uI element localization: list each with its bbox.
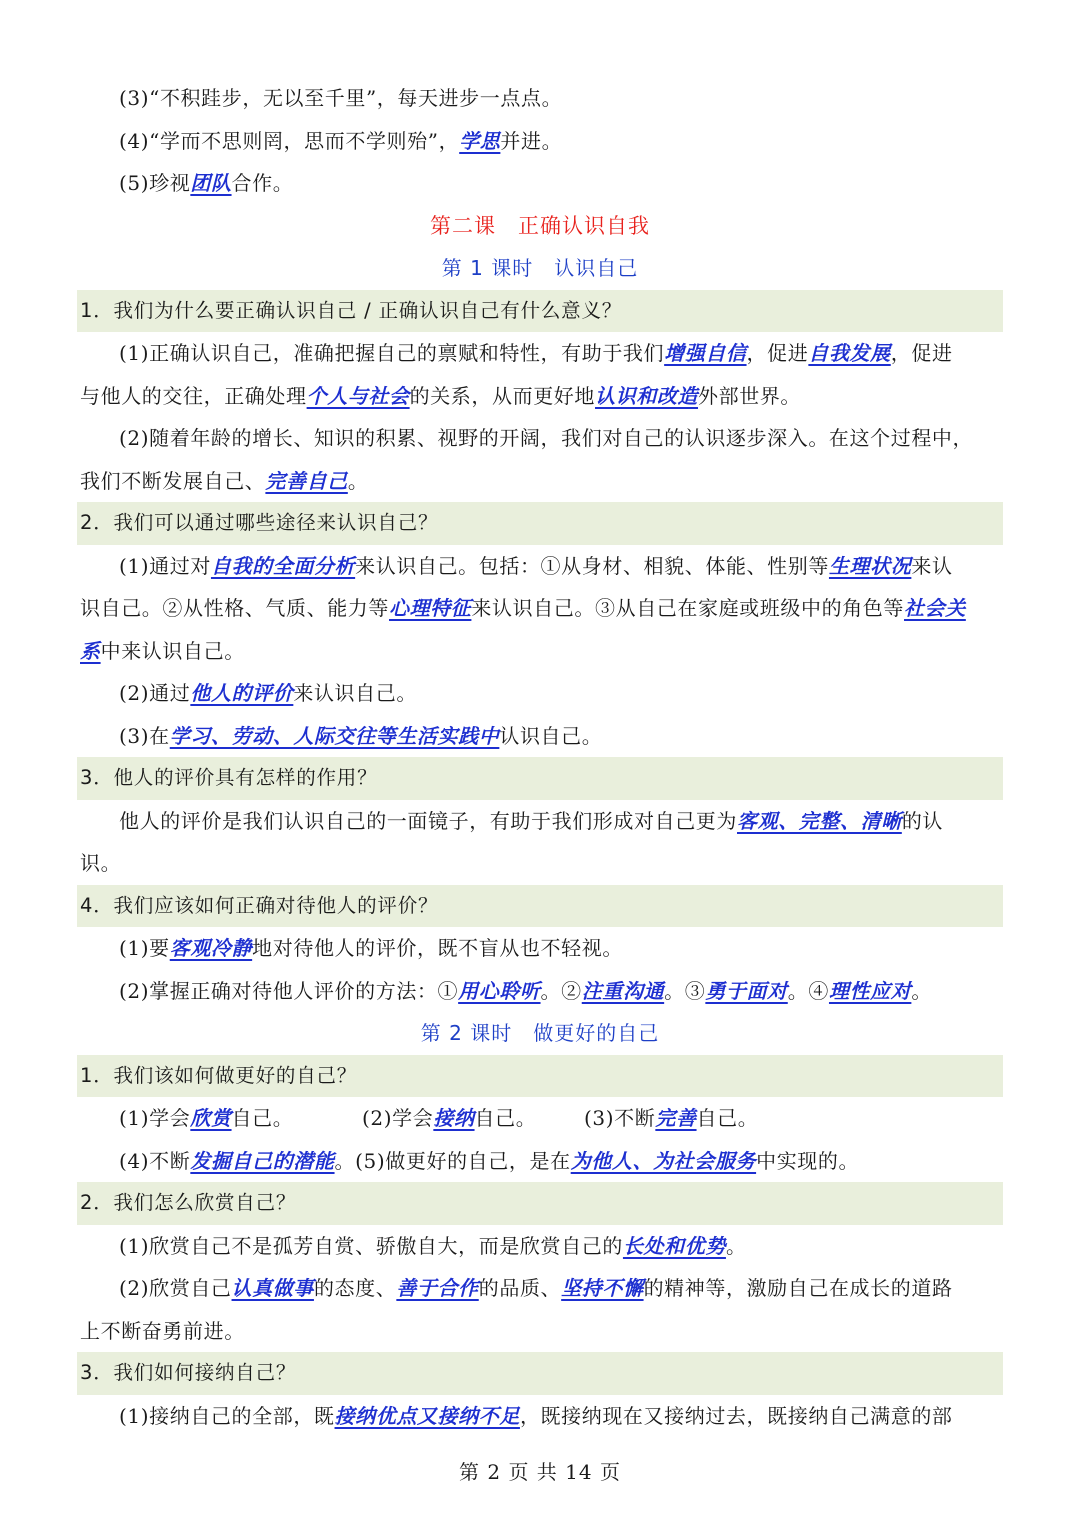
- text-run: 4．我们应该如何正确对待他人的评价？: [80, 893, 439, 917]
- text-run: 。④: [787, 978, 829, 1003]
- text-run: (3)“不积跬步，无以至千里”，每天进步一点点。: [119, 86, 563, 110]
- keyword-fill: 完善自己: [265, 468, 348, 493]
- text-run: 第二课 正确认识自我: [430, 213, 650, 238]
- section-title: [77, 247, 1003, 290]
- text-run: 自己。: [231, 1106, 294, 1130]
- question-heading: [77, 502, 1003, 545]
- text-run: 合作。: [231, 171, 294, 195]
- keyword-fill: 勇于面对: [705, 978, 788, 1003]
- text-run: 。③: [664, 978, 706, 1003]
- text-run: 的关系，从而更好地: [409, 383, 596, 408]
- list-item: [362, 1097, 584, 1140]
- text-run: (3)在: [119, 723, 170, 748]
- keyword-fill: 学思: [459, 128, 501, 153]
- keyword-fill: 认真做事: [231, 1276, 314, 1300]
- text-run: 来认识自己。包括：①从身材、相貌、体能、性别等: [355, 553, 829, 578]
- text-run: 识。: [80, 851, 122, 875]
- section-title: [77, 1012, 1003, 1055]
- text-run: (2)学会: [362, 1106, 434, 1130]
- text-run: (4)“学而不思则罔，思而不学则殆”，: [119, 128, 460, 153]
- keyword-fill: 团队: [190, 171, 232, 195]
- paragraph-continuation: [77, 842, 1003, 885]
- keyword-fill: 理性应对: [828, 978, 912, 1003]
- text-run: 。: [725, 1233, 747, 1258]
- text-run: (1)学会: [119, 1106, 191, 1130]
- keyword-fill: 客观冷静: [169, 936, 253, 960]
- text-run: (2)掌握正确对待他人评价的方法：①: [119, 978, 459, 1003]
- text-run: 1．我们为什么要正确认识自己 / 正确认识自己有什么意义？: [80, 298, 623, 322]
- lesson-title: [77, 205, 1003, 248]
- list-item: [119, 1097, 362, 1140]
- text-run: 认识自己。: [499, 723, 603, 748]
- keyword-fill: 客观、完整、清晰: [737, 808, 902, 833]
- keyword-fill: 长处和优势: [622, 1233, 726, 1258]
- paragraph-line: [77, 332, 1003, 375]
- keyword-fill: 增强自信: [664, 341, 747, 365]
- text-run: 第 2 课时 做更好的自己: [420, 1021, 660, 1045]
- paragraph-line: [77, 927, 1003, 970]
- paragraph-line: [77, 1140, 1003, 1183]
- keyword-fill: 接纳优点又接纳不足: [334, 1403, 520, 1428]
- text-run: 。: [911, 978, 932, 1003]
- keyword-fill: 完善: [655, 1106, 697, 1130]
- paragraph-line: [77, 1395, 1003, 1438]
- keyword-fill: 发掘自己的潜能: [190, 1148, 335, 1173]
- text-run: 上不断奋勇前进。: [80, 1318, 245, 1343]
- keyword-fill: 认识和改造: [595, 383, 699, 408]
- text-run: 2．我们可以通过哪些途径来认识自己？: [80, 511, 439, 534]
- text-run: (1)通过对: [119, 553, 211, 578]
- document-page: [77, 77, 1003, 1437]
- page-footer: 第 2 页 共 14 页: [459, 1460, 621, 1484]
- text-run: 外部世界。: [698, 383, 802, 408]
- keyword-fill: 为他人、为社会服务: [570, 1148, 757, 1173]
- keyword-fill: 坚持不懈: [561, 1276, 644, 1300]
- text-run: 自己。: [474, 1106, 537, 1130]
- keyword-fill: 学习、劳动、人际交往等生活实践中: [169, 723, 500, 748]
- keyword-fill: 他人的评价: [190, 681, 294, 705]
- paragraph-line: [77, 1097, 1003, 1140]
- text-run: 我们不断发展自己、: [80, 468, 266, 493]
- text-run: 与他人的交往，正确处理: [80, 383, 307, 408]
- paragraph-continuation: [77, 460, 1003, 503]
- keyword-fill: 欣赏: [190, 1106, 232, 1130]
- text-run: 3．他人的评价具有怎样的作用？: [80, 766, 378, 789]
- text-run: 的态度、: [313, 1276, 397, 1300]
- paragraph-continuation: [77, 1310, 1003, 1353]
- question-heading: [77, 290, 1003, 333]
- paragraph-line: [77, 417, 1003, 460]
- text-run: 来认: [911, 553, 953, 578]
- text-run: (2)欣赏自己: [119, 1276, 232, 1300]
- text-run: 第 1 课时 认识自己: [441, 256, 639, 280]
- list-item: [584, 1097, 758, 1140]
- paragraph-continuation: [77, 630, 1003, 673]
- question-heading: [77, 1182, 1003, 1225]
- paragraph-line: [77, 970, 1003, 1013]
- paragraph-line: [77, 545, 1003, 588]
- text-run: 。②: [540, 978, 582, 1003]
- text-run: 自己。: [696, 1106, 759, 1130]
- text-run: 来认识自己。: [293, 681, 417, 705]
- keyword-fill: 接纳: [433, 1106, 475, 1130]
- paragraph-line: [77, 672, 1003, 715]
- text-run: (1)要: [119, 936, 170, 960]
- question-heading: [77, 1055, 1003, 1098]
- paragraph-line: [77, 715, 1003, 758]
- text-run: 来认识自己。③从自己在家庭或班级中的角色等: [471, 596, 905, 620]
- text-run: 2．我们怎么欣赏自己？: [80, 1191, 297, 1214]
- text-run: (1)正确认识自己，准确把握自己的禀赋和特性，有助于我们: [119, 341, 665, 365]
- text-run: 并进。: [500, 128, 563, 153]
- question-heading: [77, 1352, 1003, 1395]
- paragraph-line: [77, 77, 1003, 120]
- keyword-fill: 善于合作: [396, 1276, 479, 1300]
- keyword-fill: 个人与社会: [306, 383, 410, 408]
- keyword-fill: 心理特征: [389, 596, 472, 620]
- paragraph-line: [77, 800, 1003, 843]
- paragraph-line: [77, 120, 1003, 163]
- text-run: 地对待他人的评价，既不盲从也不轻视。: [252, 936, 623, 960]
- text-run: ，既接纳现在又接纳过去，既接纳自己满意的部: [519, 1403, 953, 1428]
- paragraph-line: [77, 162, 1003, 205]
- paragraph-continuation: [77, 375, 1003, 418]
- text-run: ，促进: [890, 341, 953, 365]
- text-run: (3)不断: [584, 1106, 656, 1130]
- question-heading: [77, 757, 1003, 800]
- text-run: 。(5)做更好的自己，是在: [334, 1148, 571, 1173]
- text-run: 中来认识自己。: [100, 638, 245, 663]
- text-run: 中实现的。: [756, 1148, 860, 1173]
- text-run: 的认: [901, 808, 944, 833]
- text-run: 1．我们该如何做更好的自己？: [80, 1063, 358, 1087]
- text-run: (4)不断: [119, 1148, 191, 1173]
- text-run: (2)随着年龄的增长、知识的积累、视野的开阔，我们对自己的认识逐步深入。在这个过程中，: [119, 426, 974, 450]
- text-run: 的品质、: [478, 1276, 562, 1300]
- text-run: (5)珍视: [119, 171, 191, 195]
- keyword-fill: 系: [80, 638, 101, 663]
- text-run: (2)通过: [119, 681, 191, 705]
- text-run: 识自己。②从性格、气质、能力等: [80, 596, 389, 620]
- text-run: 3．我们如何接纳自己？: [80, 1361, 297, 1384]
- text-run: 他人的评价是我们认识自己的一面镜子，有助于我们形成对自己更为: [119, 808, 737, 833]
- paragraph-continuation: [77, 587, 1003, 630]
- keyword-fill: 注重沟通: [581, 978, 665, 1003]
- paragraph-line: [77, 1225, 1003, 1268]
- text-run: 。: [347, 468, 369, 493]
- keyword-fill: 用心聆听: [458, 978, 541, 1003]
- text-run: 的精神等，激励自己在成长的道路: [643, 1276, 953, 1300]
- text-run: (1)欣赏自己不是孤芳自赏、骄傲自大，而是欣赏自己的: [119, 1233, 623, 1258]
- keyword-fill: 自我发展: [808, 341, 891, 365]
- question-heading: [77, 885, 1003, 928]
- keyword-fill: 自我的全面分析: [210, 553, 356, 578]
- keyword-fill: 社会关: [904, 596, 966, 620]
- text-run: (1)接纳自己的全部，既: [119, 1403, 335, 1428]
- paragraph-line: [77, 1267, 1003, 1310]
- keyword-fill: 生理状况: [828, 553, 912, 578]
- text-run: ，促进: [746, 341, 809, 365]
